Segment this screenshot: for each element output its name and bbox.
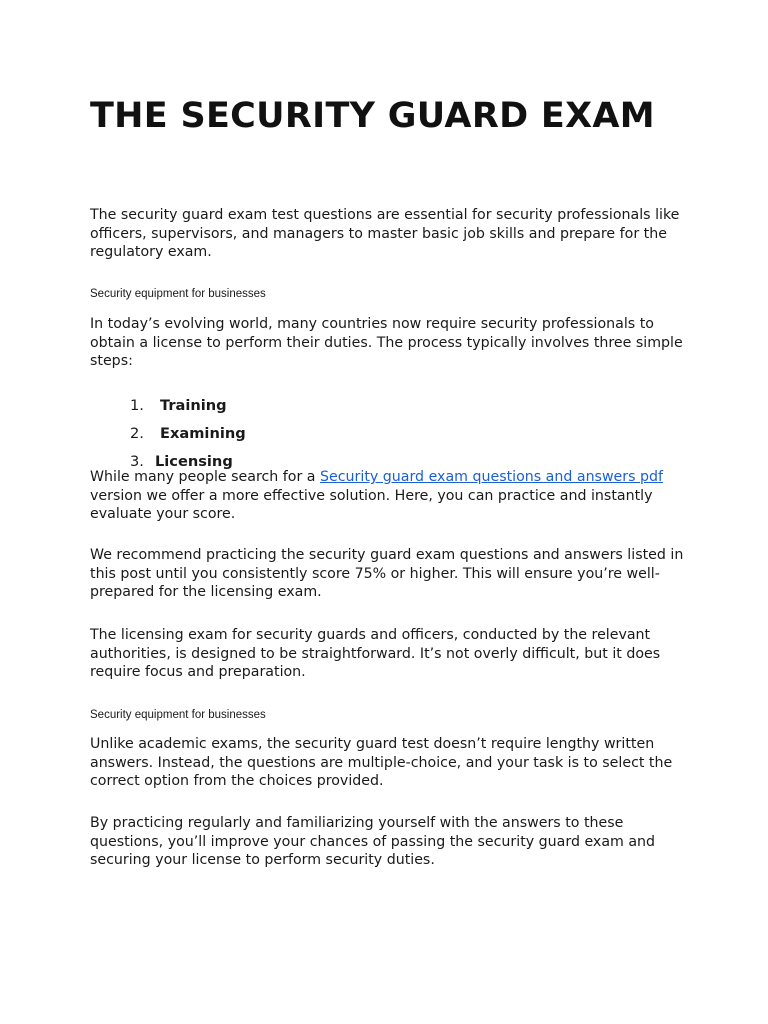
recommend-paragraph: We recommend practicing the security guard exam questions and answers listed in this post until you consistently score 75% or higher. This will ensure you’re well-prepared for the licensing exam.: [90, 547, 684, 600]
step-label: Examining: [160, 425, 246, 442]
page-title: THE SECURITY GUARD EXAM: [90, 96, 655, 136]
unlike-paragraph: Unlike academic exams, the security guard test doesn’t require lengthy written answers. Instead, the questions are multiple-choice, and your task is to select the correct option from the choices provided.: [90, 736, 673, 789]
intro-paragraph: The security guard exam test questions are essential for security professionals like officers, supervisors, and managers to master basic job skills and prepare for the regulatory exam.: [90, 207, 680, 260]
step-label: Training: [160, 397, 227, 414]
licensing-exam-paragraph: The licensing exam for security guards and officers, conducted by the relevant authorities, is designed to be straightforward. It’s not overly difficult, but it does require focus and preparation.: [90, 627, 661, 680]
step-label: Licensing: [155, 453, 233, 470]
ad-label[interactable]: Security equipment for businesses: [90, 288, 266, 300]
practicing-paragraph: By practicing regularly and familiarizing yourself with the answers to these questions, you’ll improve your chances of passing the security guard exam and securing your license to perform security duties.: [90, 815, 656, 868]
search-text-before: While many people search for a: [90, 469, 321, 485]
license-paragraph: In today’s evolving world, many countries now require security professionals to obtain a license to perform their duties. The process typically involves three simple steps:: [90, 316, 683, 369]
step-number: 2.: [130, 425, 144, 442]
ad-label[interactable]: Security equipment for businesses: [90, 709, 266, 721]
list-item: [130, 392, 246, 420]
step-number: 1.: [130, 397, 144, 414]
steps-list: [130, 392, 246, 476]
step-number: 3.: [130, 453, 144, 470]
search-paragraph: [90, 468, 690, 524]
pdf-link[interactable]: Security guard exam questions and answers pdf: [320, 469, 664, 485]
list-item: [130, 420, 246, 448]
search-text-after: version we offer a more effective solution. Here, you can practice and instantly evaluate your score.: [90, 487, 653, 522]
